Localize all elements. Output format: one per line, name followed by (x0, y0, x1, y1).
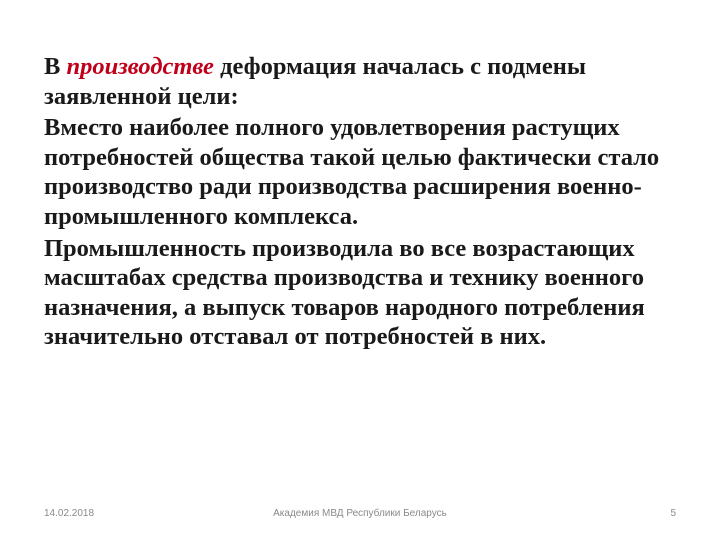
footer-date: 14.02.2018 (44, 508, 95, 519)
paragraph-3: Промышленность производила во все возрастающих масштабах средства производства и технику военного назначения, а выпуск товаров народного потребления значительно отставал от потребностей в них. (44, 234, 645, 351)
slide-body (44, 52, 704, 352)
paragraph-1-rest: деформация началась с подмены заявленной цели: (44, 53, 586, 110)
paragraph-1 (44, 52, 704, 111)
paragraph-2: Вместо наиболее полного удовлетворения растущих потребностей общества такой целью фактически стало производство ради производства расширения военно-промышленного комплекса. (44, 114, 660, 230)
emphasized-word: производстве (66, 53, 214, 80)
footer-page-number: 5 (670, 508, 676, 519)
footer-organization: Академия МВД Республики Беларусь (273, 508, 447, 519)
paragraph-1-lead: В (44, 53, 67, 80)
